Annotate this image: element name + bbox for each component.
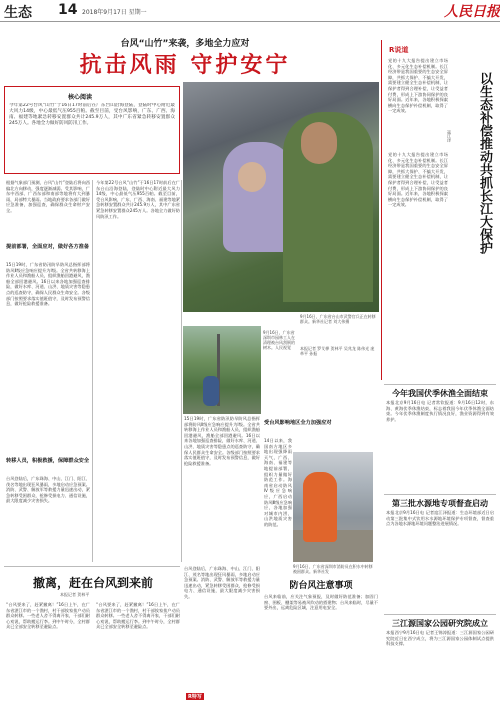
core-reading-heading: 核心阅读 bbox=[68, 94, 93, 101]
small-story-title: 防台风注意事项 bbox=[289, 581, 353, 591]
rescuer-figure bbox=[303, 472, 337, 542]
core-reading-text: 今年第22号台风“山竹”于16日17时前后在广东台山沿海登陆，登陆时中心附近最大风力14级，中心最低气压955百帕。截至目前，受台风影响，广东、广西、海南、福建等地紧急转移安置群众共计245.9万人，其中广东省紧急转移安置群众245万人。各地全力做好防风防汛工作。 bbox=[9, 103, 175, 126]
bottom-divider bbox=[4, 566, 180, 567]
section1-heading: 提前部署，全面应对，做好各方准备 bbox=[6, 244, 90, 250]
lead-subtitle: 台风“山竹”来袭，多地全力应对 bbox=[120, 39, 250, 49]
bottom-story-text-col2: “台风要来了，赶紧撤离！”16日上午，在广东省湛江市的一个渔村，村干部挨家挨户动员群众转移。一些老人舍不得离开家，干部们耐心劝说，帮助搬运行李。到中午时分，全村群众已全部安全转移至避险点。 bbox=[96, 602, 180, 630]
commentary-text: 党的十九大报告提出建立市场化、多元化生态补偿机制。长江经济带是我国重要的生态安全屏障，共抓大保护、不搞大开发，需要建立健全生态补偿机制，让保护者得到合理补偿，让受益者付费，形成上下游协同保护的良好局面。近年来，各地积极探索横向生态保护补偿机制，取得了一定成效。 bbox=[388, 58, 448, 114]
section2-heading: 转移人员，积极救援，保障群众安全 bbox=[6, 458, 90, 464]
bottom-story-tag: R特写 bbox=[188, 694, 202, 700]
section-name: 生态 bbox=[4, 5, 32, 21]
worker-figure bbox=[203, 376, 219, 406]
commentary-tag: R说道 bbox=[389, 46, 409, 54]
bottom-story-text: “台风要来了，赶紧撤离！”16日上午，在广东省湛江市的一个渔村，村干部挨家挨户动员群众转移。一些老人舍不得离开家，干部们耐心劝说，帮助搬运行李。到中午时分，全村群众已全部安全转移至避险点。 bbox=[6, 602, 90, 630]
section3-text: 14日以来，我国南方地区多地出现强降雨天气，广西、海南、福建等地提前部署，组织力量做好防范工作。海南省启动防风Ⅳ级应急响应，广西启动防风Ⅲ级应急响应，各地加强对城市内涝、山洪地质灾害的防范。 bbox=[264, 438, 292, 527]
lead-photo-caption: 9月16日，广东省台山市武警官兵正在转移群众。新华社记者 刘大伟摄 bbox=[300, 314, 376, 324]
column-divider bbox=[181, 180, 182, 562]
section2-text: 台风登陆后，广东珠海、中山、江门、阳江、茂名等地出现狂风暴雨，多地启动应急预案。消防、武警、解放军等救援力量迅速出动，紧急转移受困群众，抢修受损电力、通信设施，最大限度减少灾害损失。 bbox=[6, 476, 90, 504]
commentary-text-continued: 党的十九大报告提出建立市场化、多元化生态补偿机制。长江经济带是我国重要的生态安全屏障，共抓大保护、不搞大开发，需要建立健全生态补偿机制，让保护者得到合理补偿，让受益者付费，形成上下游协同保护的良好局面。近年来，各地积极探索横向生态保护补偿机制，取得了一定成效。 bbox=[388, 152, 448, 208]
side-news-divider bbox=[384, 494, 496, 495]
lead-title: 抗击风雨 守护安宁 bbox=[79, 52, 291, 78]
page-number: 14 bbox=[58, 2, 78, 18]
side-news-2-title: 第三批水源地专项督查启动 bbox=[392, 499, 488, 508]
newspaper-logo: 人民日报 bbox=[444, 4, 500, 20]
photo-fallen-trees bbox=[183, 326, 261, 414]
commentary-title: 以生态补偿推动共抓长江大保护 bbox=[477, 72, 492, 254]
side-news-divider bbox=[384, 384, 496, 385]
bottom-story-byline: 本报记者 贺林平 bbox=[60, 592, 90, 597]
side-news-3-title: 三江源国家公园研究院成立 bbox=[392, 619, 488, 628]
section3-heading: 受台风影响地区全力加强应对 bbox=[264, 420, 332, 426]
sidebar-divider bbox=[381, 40, 382, 380]
lead-byline: 本报记者 罗艾桦 贺林平 吴兆龙 陈伟光 庞革平 孙振 bbox=[300, 346, 375, 356]
commentary-author: 寇江泽 bbox=[447, 130, 452, 142]
lead-photo-soldiers-carrying-elder bbox=[183, 82, 379, 312]
side-news-1-title: 今年我国伏季休渔全面结束 bbox=[392, 389, 488, 398]
photo3-caption: 9月16日，广东省深圳市消防员在积水中转移被困群众。新华社发 bbox=[293, 564, 373, 574]
page-header bbox=[0, 0, 500, 22]
middle-bottom-text: 台风登陆后，广东珠海、中山、江门、阳江、茂名等地出现狂风暴雨，多地启动应急预案。消防、武警、解放军等救援力量迅速出动，紧急转移受困群众，抢修受损电力、通信设施，最大限度减少灾害损失。 bbox=[184, 566, 260, 599]
column-divider bbox=[92, 180, 93, 562]
side-news-divider bbox=[384, 614, 496, 615]
elderly-woman-face bbox=[238, 162, 266, 192]
section1-text: 15日19时，广东省防汛防旱防风总指挥部将防风Ⅱ级应急响应提升为Ⅰ级。全省共转移海上作业人员和渔船人员，组织渔船回港避风，渔船全部回港避风。16日以来各地加强巡查排险，做好水库、河道、山洪、地质灾害等隐患点的巡查防守，确保人民群众生命安全。各级部门按照要求落实值班值守，及时发布预警信息，做好抢险救援准备。 bbox=[6, 262, 90, 307]
bottom-story-title: 撤离，赶在台风到来前 bbox=[32, 576, 153, 590]
col1-intro-text: 根据气象部门预测，台风“山竹”登陆后将向西偏北方向移动，强度逐渐减弱。受其影响，广东中西部、广西东部和南部等地将有大到暴雨，局部特大暴雨。当地政府要求各部门做好应急准备，加强巡查，确保群众生命财产安全。 bbox=[6, 180, 90, 213]
side-news-3-text: 本报西宁9月16日电 记者王锦涛报道：三江源国家公园研究院近日在西宁成立，将为三江源国家公园体制试点提供科技支撑。 bbox=[386, 630, 494, 647]
soldier-face bbox=[301, 122, 337, 164]
col2-text: 今年第22号台风“山竹”于16日17时前后在广东台山沿海登陆，登陆时中心附近最大风力14级，中心最低气压955百帕。截至目前，受台风影响，广东、广西、海南、福建等地紧急转移安置群众共计245.9万人，其中广东省紧急转移安置群众245万人。各地全力做好防风防汛工作。 bbox=[96, 180, 180, 219]
col3-text: 15日19时，广东省防汛防旱防风总指挥部将防风Ⅱ级应急响应提升为Ⅰ级。全省共转移海上作业人员和渔船人员，组织渔船回港避风，渔船全部回港避风。16日以来各地加强巡查排险，做好水库、河道、山洪、地质灾害等隐患点的巡查防守，确保人民群众生命安全。各级部门按照要求落实值班值守，及时发布预警信息，做好抢险救援准备。 bbox=[184, 416, 260, 466]
photo-firefighter-rescue bbox=[293, 452, 373, 562]
side-news-1-text: 本报北京9月16日电 记者常钦报道：9月16日12时，东海、黄海伏季休渔结束，标志着我国今年伏季休渔全面结束。今年伏季休渔制度执行情况良好，渔业资源得到有效养护。 bbox=[386, 400, 494, 422]
photo2-caption: 9月16日，广东省深圳市园林工人在清理被台风刮倒的树木。人民视觉 bbox=[263, 330, 295, 350]
issue-date: 2018年9月17日 星期一 bbox=[82, 9, 147, 16]
small-story-text: 台风来临前，应关注气象预报，及时做好防范准备；加固门窗、围板、棚架等易被风吹动的搭建物；台风来临时，尽量不要外出，远离危险区域，注意用电安全。 bbox=[264, 594, 378, 611]
side-news-2-text: 本报北京9月16日电 记者寇江泽报道：生态环境部近日启动第三批集中式饮用水水源地环境保护专项督查，督查重点为各地水源地环境问题整治进展情况。 bbox=[386, 510, 494, 527]
